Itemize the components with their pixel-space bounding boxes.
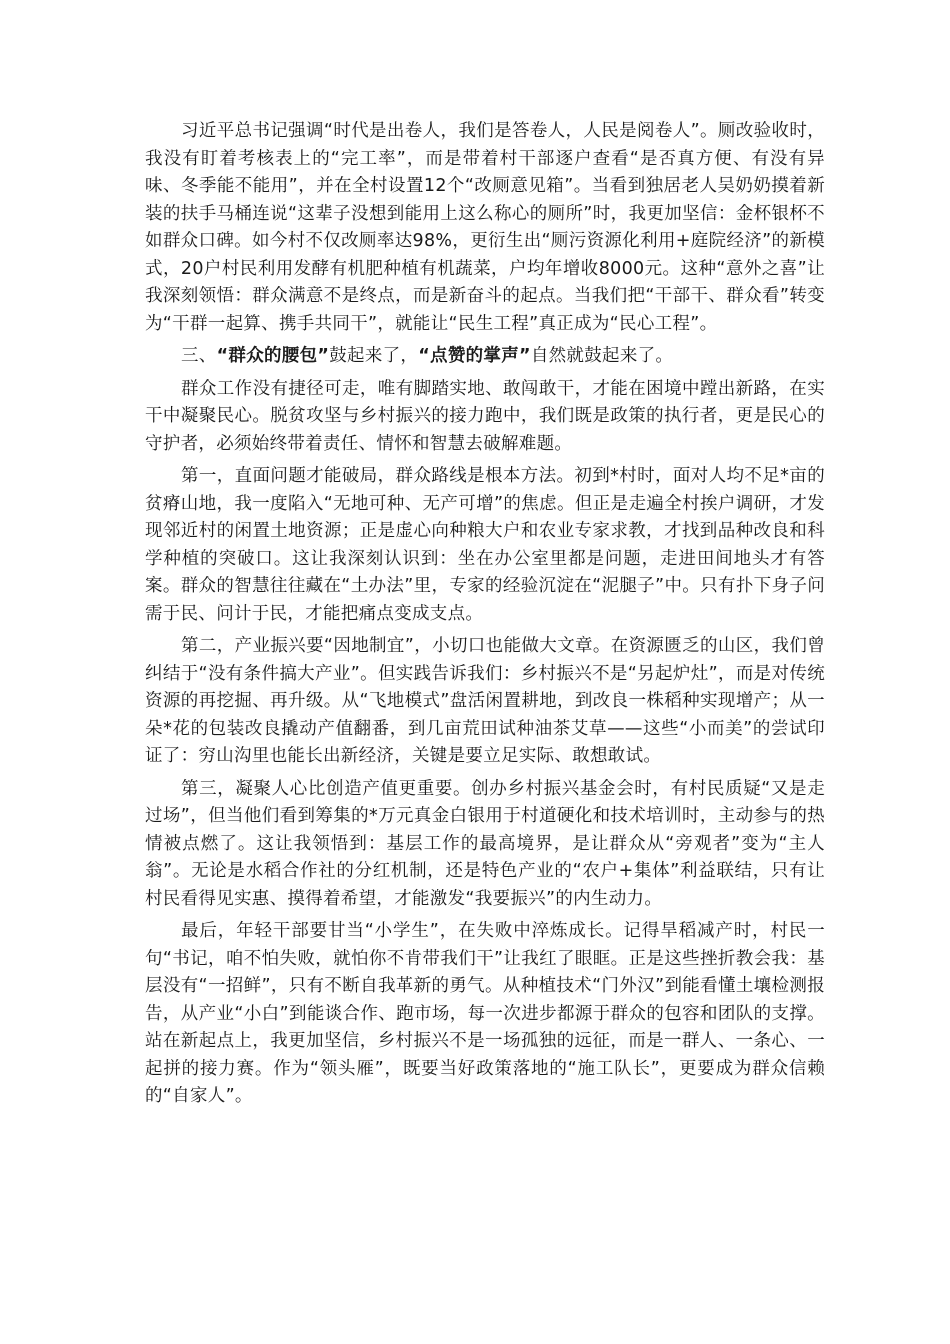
paragraph-intro-mass-work: 群众工作没有捷径可走，唯有脚踏实地、敢闯敢干，才能在困境中蹚出新路，在实干中凝聚民心。脱贫攻坚与乡村振兴的接力跑中，我们既是政策的执行者，更是民心的守护者，必须始终带着责任、情怀和智慧去破解难题。: [145, 378, 825, 454]
paragraph-third-point: 第三，凝聚人心比创造产值更重要。创办乡村振兴基金会时，有村民质疑“又是走过场”，但当他们看到筹集的*万元真金白银用于村道硬化和技术培训时，主动参与的热情被点燃了。这让我领悟到：基层工作的最高境界，是让群众从“旁观者”变为“主人翁”。无论是水稻合作社的分红机制，还是特色产业的“农户+集体”利益联结，只有让村民看得见实惠、摸得着希望，才能激发“我要振兴”的内生动力。: [145, 778, 825, 909]
section-heading-three: [145, 343, 825, 371]
heading-quote-applause: “点赞的掌声”: [418, 346, 531, 366]
paragraph-final-point: 最后，年轻干部要甘当“小学生”，在失败中淬炼成长。记得旱稻减产时，村民一句“书记，咱不怕失败，就怕你不肯带我们干”让我红了眼眶。正是这些挫折教会我：基层没有“一招鲜”，只有不断自我革新的勇气。从种植技术“门外汉”到能看懂土壤检测报告，从产业“小白”到能谈合作、跑市场，每一次进步都源于群众的包容和团队的支撑。站在新起点上，我更加坚信，乡村振兴不是一场孤独的远征，而是一群人、一条心、一起拼的接力赛。作为“领头雁”，既要当好政策落地的“施工队长”，更要成为群众信赖的“自家人”。: [145, 921, 825, 1106]
paragraph-toilet-reform: 习近平总书记强调“时代是出卷人，我们是答卷人，人民是阅卷人”。厕改验收时，我没有盯着考核表上的“完工率”，而是带着村干部逐户查看“是否真方便、有没有异味、冬季能不能用”，并在全村设置12个“改厕意见箱”。当看到独居老人吴奶奶摸着新装的扶手马桶连说“这辈子没想到能用上这么称心的厕所”时，我更加坚信：金杯银杯不如群众口碑。如今村不仅改厕率达98%，更衍生出“厕污资源化利用+庭院经济”的新模式，20户村民利用发酵有机肥种植有机蔬菜，户均年增收8000元。这种“意外之喜”让我深刻领悟：群众满意不是终点，而是新奋斗的起点。当我们把“干部干、群众看”转变为“干群一起算、携手共同干”，就能让“民生工程”真正成为“民心工程”。: [145, 121, 825, 334]
heading-text-1: 鼓起来了，: [329, 346, 419, 366]
paragraph-first-point: 第一，直面问题才能破局，群众路线是根本方法。初到*村时，面对人均不足*亩的贫瘠山地，我一度陷入“无地可种、无产可增”的焦虑。但正是走遍全村挨户调研，才发现邻近村的闲置土地资源；正是虚心向种粮大户和农业专家求教，才找到品种改良和科学种植的突破口。这让我深刻认识到：坐在办公室里都是问题，走进田间地头才有答案。群众的智慧往往藏在“土办法”里，专家的经验沉淀在“泥腿子”中。只有扑下身子问需于民、问计于民，才能把痛点变成支点。: [145, 466, 825, 624]
document-body: [145, 118, 825, 1116]
heading-number: 三、: [181, 346, 217, 366]
heading-text-2: 自然就鼓起来了。: [530, 346, 674, 366]
paragraph-second-point: 第二，产业振兴要“因地制宜”，小切口也能做大文章。在资源匮乏的山区，我们曾纠结于“没有条件搞大产业”。但实践告诉我们：乡村振兴不是“另起炉灶”，而是对传统资源的再挖掘、再升级。从“飞地模式”盘活闲置耕地，到改良一株稻种实现增产；从一朵*花的包装改良撬动产值翻番，到几亩荒田试种油茶艾草——这些“小而美”的尝试印证了：穷山沟里也能长出新经济，关键是要立足实际、敢想敢试。: [145, 636, 825, 766]
heading-quote-wallet: “群众的腰包”: [216, 346, 330, 366]
